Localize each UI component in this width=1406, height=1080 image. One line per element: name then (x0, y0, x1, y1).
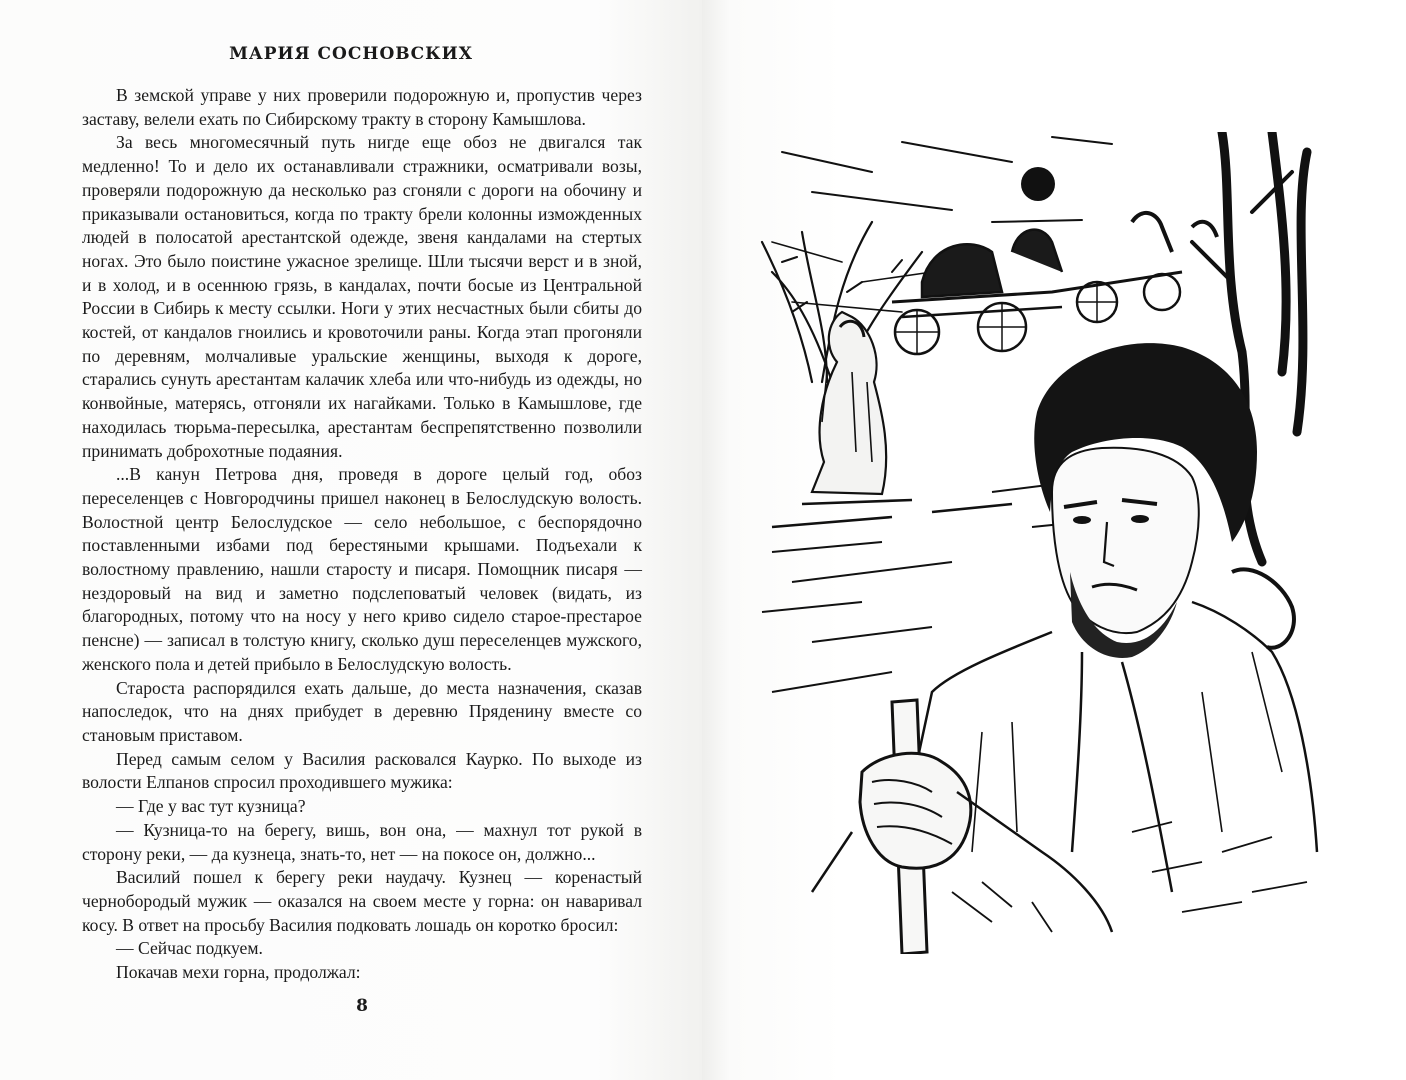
paragraph: ...В канун Петрова дня, проведя в дороге целый год, обоз переселенцев с Новгородчины пришел наконец в Белослудскую волость. Волостной центр Белослудское — село небольшое, с беспорядочно поставленными избами под берестяными крышами. Подъехали к волостному правлению, нашли старосту и писаря. Помощник писаря — нездоровый на вид и заметно подслеповатый человек (видать, из благородных, потому что на носу у него криво сидело старое-престарое пенсне) — записал в толстую книгу, сколько душ переселенцев мужского, женского пола и детей прибыло в Белослудскую волость. (82, 464, 642, 674)
dialogue-line: — Где у вас тут кузница? (116, 796, 306, 817)
illustration (752, 132, 1320, 954)
running-head: МАРИЯ СОСНОВСКИХ (229, 44, 473, 64)
dialogue-line: — Кузница-то на берегу, вишь, вон она, — махнул тот рукой в сторону реки, — да кузнеца, знать-то, нет — на покосе он, должно... (82, 819, 642, 864)
paragraph: Василий пошел к берегу реки наудачу. Кузнец — коренастый чернобородый мужик — оказался на своем месте у горна: он наваривал косу. В ответ на просьбу Василия подковать лошадь он коротко бросил: (82, 867, 642, 935)
paragraph: Перед самым селом у Василия расковался Каурко. По выходе из волости Елпанов спросил проходившего мужика: (82, 748, 642, 793)
left-page (0, 0, 702, 1080)
paragraph: В земской управе у них проверили подорожную и, пропустив через заставу, велели ехать по Сибирскому тракту в сторону Камышлова. (82, 85, 642, 129)
page-number: 8 (356, 996, 368, 1016)
body-text (82, 84, 642, 985)
paragraph: За весь многомесячный путь нигде еще обоз не двигался так медленно! То и дело их останавливали стражники, осматривали возы, проверяли подорожную да несколько раз сгоняли с дороги на обочину и приказывали остановиться, когда по тракту брели колонны изможденных людей в полосатой арестантской одежде, звеня кандалами на стертых ногах. Это было поистине ужасное зрелище. Шли тысячи верст и в зной, и в холод, и в осеннюю грязь, в кандалах, почти босые из Центральной России в Сибирь к месту ссылки. Ноги у этих несчастных были сбиты до костей, от кандалов гноились и кровоточили раны. Когда этап прогоняли по деревням, молчаливые уральские женщины, выходя к дороге, старались сунуть арестантам калачик хлеба или что-нибудь из одежды, но конвойные, матерясь, отгоняли их нагайками. Только в Камышлове, где находилась тюрьма-пересылка, арестантам беспрепятственно позволили принимать доброхотные подаяния. (82, 132, 642, 461)
ink-drawing-icon (752, 132, 1320, 954)
paragraph: Староста распорядился ехать дальше, до места назначения, сказав напоследок, что на днях прибудет в деревню Пряденину вместе со становым приставом. (82, 677, 642, 745)
paragraph: Покачав мехи горна, продолжал: (116, 962, 361, 983)
dialogue-line: — Сейчас подкуем. (116, 938, 263, 959)
